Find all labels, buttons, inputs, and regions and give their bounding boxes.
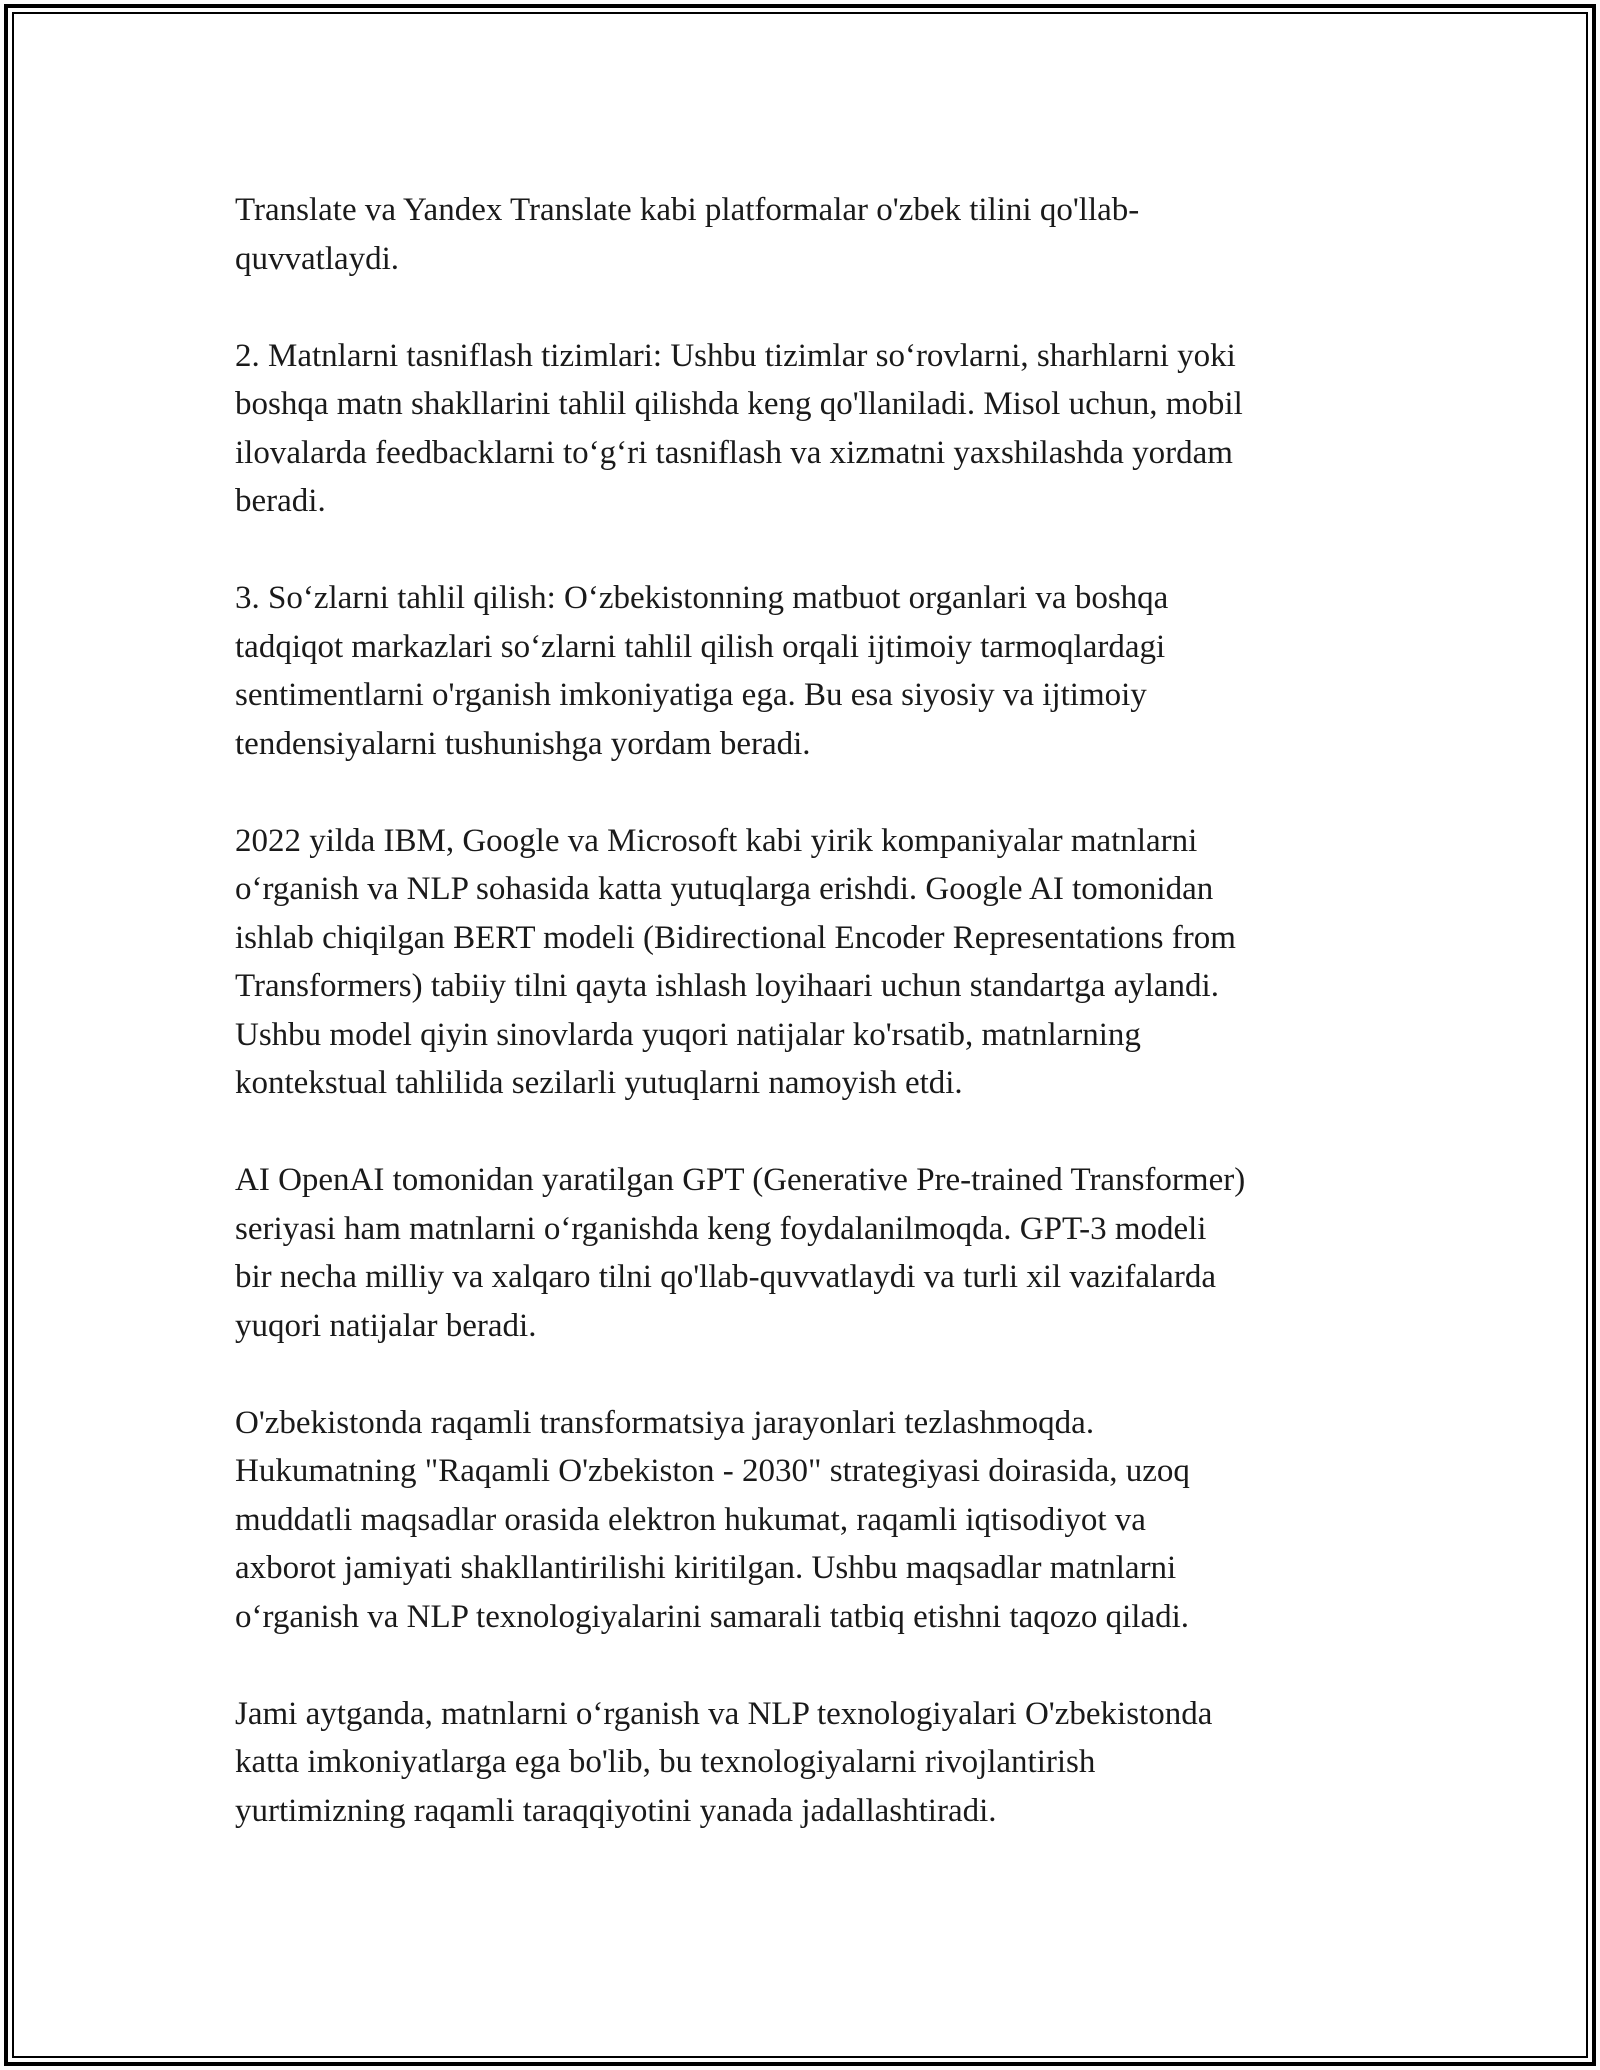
paragraph-text-classification: 2. Matnlarni tasniflash tizimlari: Ushbu tizimlar so‘rovlarni, sharhlarni yoki boshqa matn shakllarini tahlil qilishda keng qo'llaniladi. Misol uchun, mobil ilovalarda feedbacklarni to‘g‘ri tasniflash va xizmatni yaxshilashda yordam beradi.: [235, 337, 1243, 519]
paragraph-bert-model: 2022 yilda IBM, Google va Microsoft kabi yirik kompaniyalar matnlarni o‘rganish va NLP sohasida katta yutuqlarga erishdi. Google AI tomonidan ishlab chiqilgan BERT modeli (Bidirectional Encoder Representations from Transformers) tabiiy tilni qayta ishlash loyihaari uchun standartga aylandi. Ushbu model qiyin sinovlarda yuqori natijalar ko'rsatib, matnlarning kontekstual tahlilida sezilarli yutuqlarni namoyish etdi.: [235, 822, 1236, 1101]
paragraph-word-analysis: 3. So‘zlarni tahlil qilish: O‘zbekistonning matbuot organlari va boshqa tadqiqot markazlari so‘zlarni tahlil qilish orqali ijtimoiy tarmoqlardagi sentimentlarni o'rganish imkoniyatiga ega. Bu esa siyosiy va ijtimoiy tendensiyalarni tushunishga yordam beradi.: [235, 580, 1169, 762]
paragraph-translate-platforms: Translate va Yandex Translate kabi platformalar o'zbek tilini qo'llab- quvvatlaydi.: [235, 192, 1140, 277]
paragraph-digital-uzbekistan: O'zbekistonda raqamli transformatsiya jarayonlari tezlashmoqda. Hukumatning "Raqamli O'zbekiston - 2030" strategiyasi doirasida, uzoq muddatli maqsadlar orasida elektron hukumat, raqamli iqtisodiyot va axborot jamiyati shakllantirilishi kiritilgan. Ushbu maqsadlar matnlarni o‘rganish va NLP texnologiyalarini samarali tatbiq etishni taqozo qiladi.: [235, 1404, 1190, 1635]
paragraph-gpt-series: AI OpenAI tomonidan yaratilgan GPT (Generative Pre-trained Transformer) seriyasi ham matnlarni o‘rganishda keng foydalanilmoqda. GPT-3 modeli bir necha milliy va xalqaro tilni qo'llab-quvvatlaydi va turli xil vazifalarda yuqori natijalar beradi.: [235, 1162, 1246, 1344]
document-body: [235, 186, 1385, 1884]
paragraph-conclusion: Jami aytganda, matnlarni o‘rganish va NLP texnologiyalari O'zbekistonda katta imkoniyatlarga ega bo'lib, bu texnologiyalarni rivojlantirish yurtimizning raqamli taraqqiyotini yanada jadallashtiradi.: [235, 1695, 1213, 1829]
